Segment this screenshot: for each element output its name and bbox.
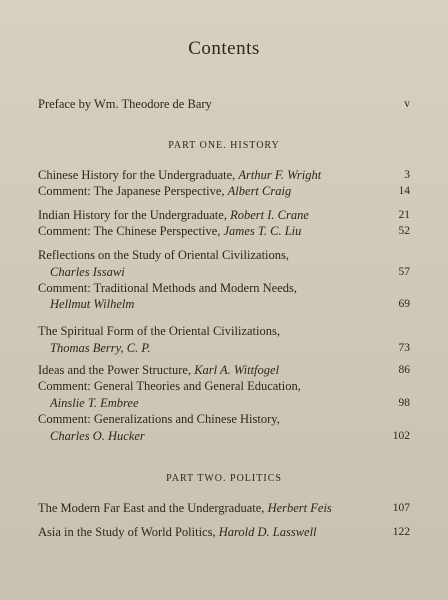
toc-entry (38, 378, 410, 395)
toc-entry (38, 395, 410, 412)
entry-author: Robert I. Crane (230, 208, 309, 222)
entry-text (38, 378, 301, 395)
entry-text (38, 524, 317, 541)
page-title: Contents (188, 38, 260, 59)
entry-text (38, 280, 297, 297)
page-number: 73 (398, 342, 410, 354)
entry-author: Herbert Feis (267, 501, 332, 515)
toc-entry (38, 500, 410, 517)
entry-title: Preface by Wm. Theodore de Bary (38, 97, 212, 111)
entry-title: Comment: The Japanese Perspective, (38, 184, 225, 198)
entry-author: Thomas Berry, C. P. (50, 341, 151, 355)
entry-author: Charles O. Hucker (50, 429, 145, 443)
entry-title: Comment: Traditional Methods and Modern Needs, (38, 281, 298, 295)
toc-entry (38, 264, 410, 281)
entry-author: Harold D. Lasswell (218, 525, 317, 539)
entry-text (38, 500, 332, 517)
entry-text (38, 362, 279, 379)
entry-title: The Modern Far East and the Undergraduate, (38, 501, 265, 515)
toc-entry (38, 167, 410, 184)
entry-text (38, 183, 291, 200)
toc-entry (38, 362, 410, 379)
page-number: 52 (398, 225, 410, 237)
entry-text (38, 323, 280, 340)
entry-text (38, 264, 125, 281)
entry-text (38, 207, 309, 224)
entry-author: Albert Craig (227, 184, 292, 198)
entry-author: Karl A. Wittfogel (194, 363, 280, 377)
entry-title: Ideas and the Power Structure, (38, 363, 192, 377)
page-number: 98 (398, 397, 410, 409)
page-number: v (404, 98, 410, 110)
entry-text (38, 395, 139, 412)
entry-text (38, 247, 289, 264)
entry-text (38, 223, 301, 240)
toc-entry (38, 207, 410, 224)
toc-entry (38, 183, 410, 200)
page-number: 21 (398, 209, 410, 221)
entry-title: The Spiritual Form of the Oriental Civilizations, (38, 324, 280, 338)
entry-title: Comment: The Chinese Perspective, (38, 224, 221, 238)
entry-title: Indian History for the Undergraduate, (38, 208, 227, 222)
entry-title: Reflections on the Study of Oriental Civilizations, (38, 248, 290, 262)
toc-entry (38, 223, 410, 240)
entry-text (38, 167, 321, 184)
entry-author: Charles Issawi (50, 265, 125, 279)
toc-entry (38, 524, 410, 541)
entry-author: James T. C. Liu (223, 224, 302, 238)
entry-text (38, 428, 145, 445)
entry-author: Arthur F. Wright (238, 168, 322, 182)
entry-title: Chinese History for the Undergraduate, (38, 168, 236, 182)
page-number: 57 (398, 266, 410, 278)
entry-title: Comment: Generalizations and Chinese History, (38, 412, 280, 426)
entry-author: Hellmut Wilhelm (50, 297, 135, 311)
toc-entry (38, 280, 410, 297)
entry-title: Asia in the Study of World Politics, (38, 525, 216, 539)
toc-entry (38, 323, 410, 340)
page-number: 69 (398, 298, 410, 310)
entry-title: Comment: General Theories and General Education, (38, 379, 301, 393)
toc-entry (38, 296, 410, 313)
entry-text (38, 411, 280, 428)
toc-entry (38, 411, 410, 428)
page-number: 102 (392, 430, 410, 442)
part-heading-history: PART ONE. HISTORY (168, 140, 280, 151)
toc-entry (38, 340, 410, 357)
toc-entry (38, 247, 410, 264)
preface-entry (38, 96, 410, 113)
page-number: 3 (404, 169, 410, 181)
entry-text (38, 340, 150, 357)
entry-author: Ainslie T. Embree (50, 396, 139, 410)
entry-text (38, 296, 134, 313)
page-number: 107 (392, 502, 410, 514)
part-heading-politics: PART TWO. POLITICS (166, 473, 282, 484)
page-number: 122 (392, 526, 410, 538)
toc-entry (38, 428, 410, 445)
page-number: 86 (398, 364, 410, 376)
page-number: 14 (398, 185, 410, 197)
